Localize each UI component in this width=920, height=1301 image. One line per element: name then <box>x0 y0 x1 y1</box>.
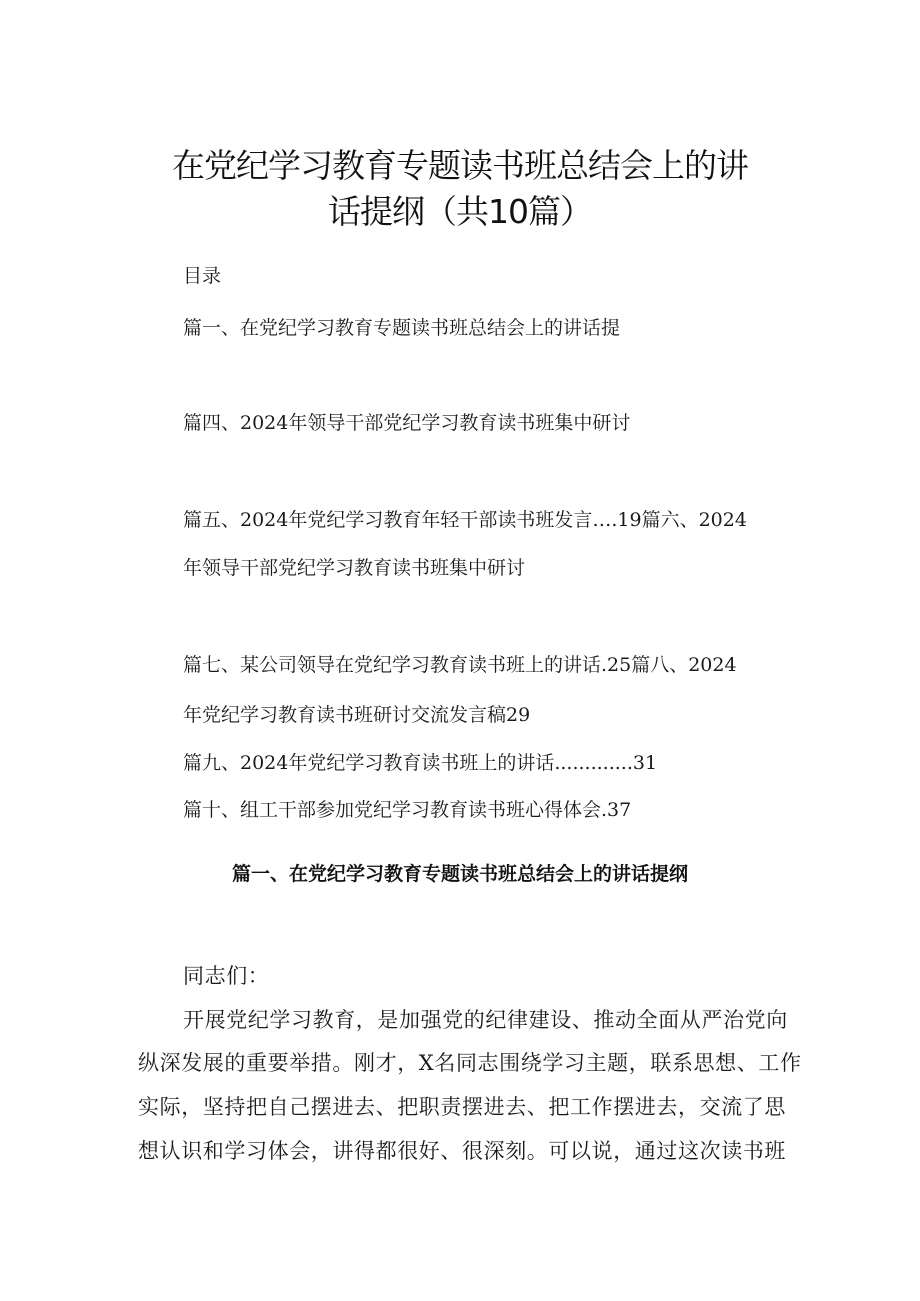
toc-entry[interactable]: 篇九、2024年党纪学习教育读书班上的讲话.............31 <box>183 752 658 774</box>
toc-label: 目录 <box>183 265 222 287</box>
section-heading: 篇一、在党纪学习教育专题读书班总结会上的讲话提纲 <box>231 863 688 885</box>
toc-entry-continuation[interactable]: 年领导干部党纪学习教育读书班集中研讨 <box>183 557 526 579</box>
toc-entry[interactable]: 篇四、2024年领导干部党纪学习教育读书班集中研讨 <box>183 412 631 434</box>
toc-entry[interactable]: 篇五、2024年党纪学习教育年轻干部读书班发言….19篇六、2024 <box>183 509 747 531</box>
greeting: 同志们： <box>183 964 270 988</box>
document-title-line-1: 在党纪学习教育专题读书班总结会上的讲 <box>172 146 748 185</box>
body-text-line: 开展党纪学习教育，是加强党的纪律建设、推动全面从严治党向 <box>183 1008 788 1032</box>
body-text-line: 实际，坚持把自己摆进去、把职责摆进去、把工作摆进去，交流了思 <box>138 1095 786 1119</box>
document-title-line-2: 话提纲（共10篇） <box>328 192 592 231</box>
toc-entry[interactable]: 篇七、某公司领导在党纪学习教育读书班上的讲话.25篇八、2024 <box>183 654 737 676</box>
body-text-line: 想认识和学习体会，讲得都很好、很深刻。可以说，通过这次读书班 <box>138 1139 786 1163</box>
toc-entry-continuation[interactable]: 年党纪学习教育读书班研讨交流发言稿29 <box>183 704 531 726</box>
toc-entry[interactable]: 篇一、在党纪学习教育专题读书班总结会上的讲话提 <box>183 317 621 339</box>
toc-entry[interactable]: 篇十、组工干部参加党纪学习教育读书班心得体会.37 <box>183 799 632 821</box>
body-text-line: 纵深发展的重要举措。刚才，X名同志围绕学习主题，联系思想、工作 <box>138 1051 802 1075</box>
